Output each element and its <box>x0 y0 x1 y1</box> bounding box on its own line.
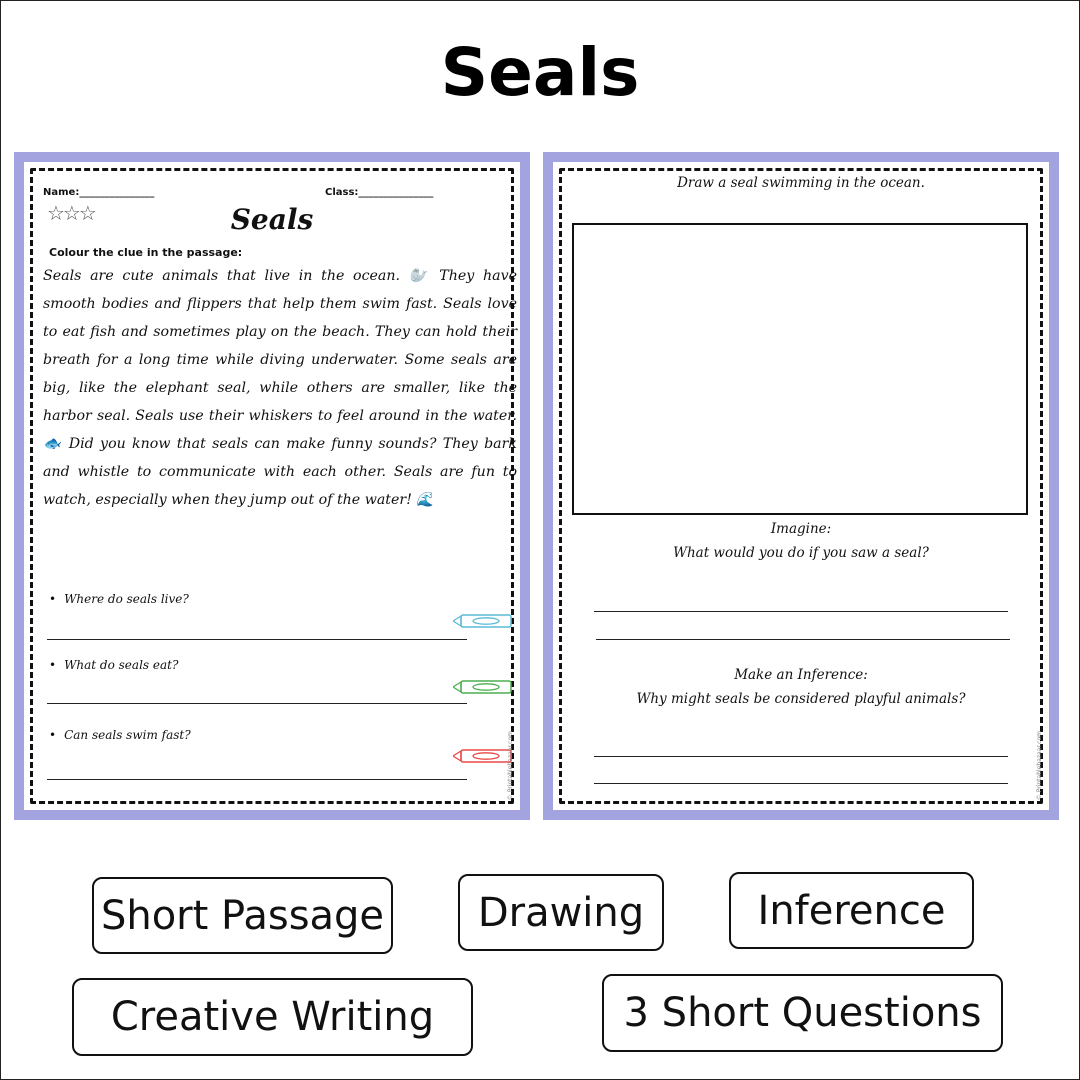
answer-line-2[interactable] <box>47 703 467 704</box>
inference-answer-line-2[interactable] <box>594 783 1008 784</box>
drawing-box[interactable] <box>572 223 1028 515</box>
reading-passage: Seals are cute animals that live in the ocean. 🦭 They have smooth bodies and flippers that help them swim fast. Seals love to eat fish and sometimes play on the beach. They can hold their breath for a long time while diving underwater. Some seals are big, like the elephant seal, while others are smaller, like the harbor seal. Seals use their whiskers to feel around in the water. 🐟 Did you know that seals can make funny sounds? They bark and whistle to communicate with each other. Seals are fun to watch, especially when they jump out of the water! 🌊 <box>43 268 517 508</box>
inference-heading: Make an Inference: <box>734 667 868 683</box>
name-label: Name:_______________ <box>43 187 155 198</box>
class-label: Class:_______________ <box>325 187 434 198</box>
question-1: • Where do seals live? <box>49 592 189 606</box>
rating-stars-icon: ☆☆☆ <box>47 201 95 225</box>
credit-text: © Printablebazaar.com <box>507 731 514 801</box>
credit-text-right: © Printablebazaar.com <box>1036 731 1043 801</box>
imagine-answer-line-2[interactable] <box>596 639 1010 640</box>
question-3: • Can seals swim fast? <box>49 728 191 742</box>
tag-drawing: Drawing <box>458 874 664 951</box>
worksheet-activity-page <box>543 152 1059 820</box>
page-title: Seals <box>440 34 640 111</box>
answer-line-3[interactable] <box>47 779 467 780</box>
answer-line-1[interactable] <box>47 639 467 640</box>
inference-question: Why might seals be considered playful animals? <box>636 691 966 707</box>
inference-answer-line-1[interactable] <box>594 756 1008 757</box>
imagine-heading: Imagine: <box>770 521 832 537</box>
imagine-answer-line-1[interactable] <box>594 611 1008 612</box>
worksheet-passage-page <box>14 152 530 820</box>
worksheet-title: Seals <box>230 203 314 236</box>
tag-3-short-questions: 3 Short Questions <box>602 974 1003 1052</box>
passage-instruction: Colour the clue in the passage: <box>49 246 243 259</box>
question-2: • What do seals eat? <box>49 658 179 672</box>
tag-creative-writing: Creative Writing <box>72 978 473 1056</box>
drawing-prompt: Draw a seal swimming in the ocean. <box>677 175 925 191</box>
tag-inference: Inference <box>729 872 974 949</box>
imagine-question: What would you do if you saw a seal? <box>673 545 929 561</box>
tag-short-passage: Short Passage <box>92 877 393 954</box>
crayon-red-icon <box>453 748 513 764</box>
crayon-blue-icon <box>453 613 513 629</box>
crayon-green-icon <box>453 679 513 695</box>
